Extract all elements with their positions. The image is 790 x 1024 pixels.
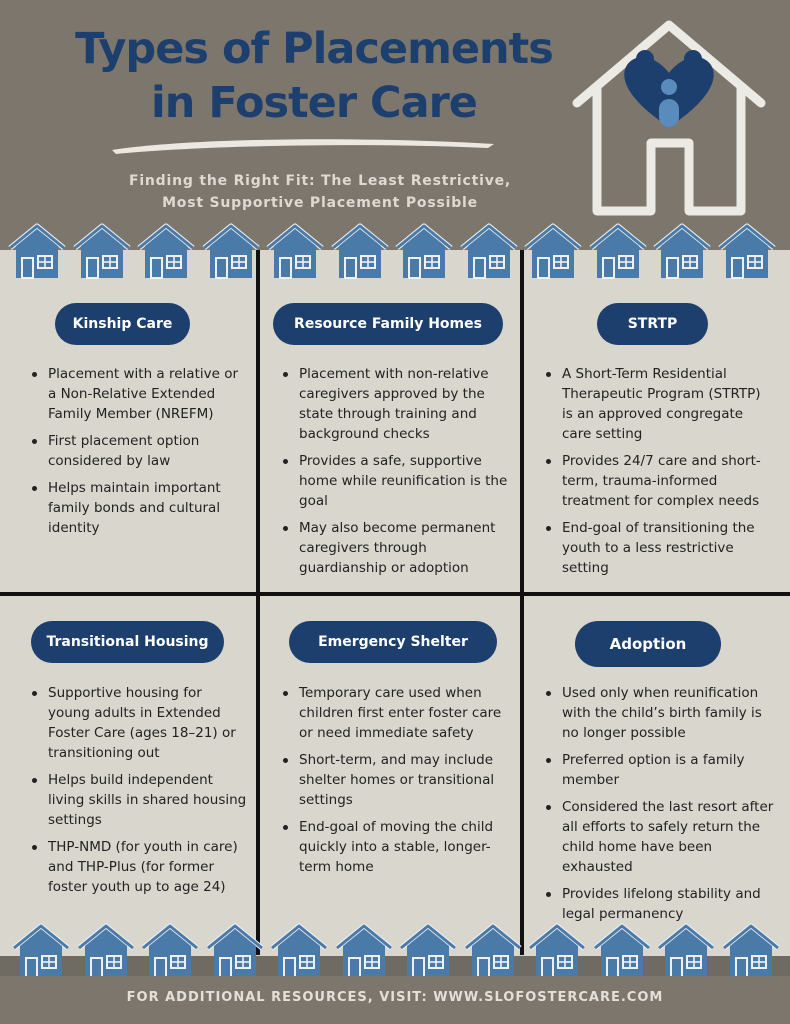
house-icon — [8, 222, 66, 280]
resource-family-homes-list — [281, 364, 509, 585]
kinship-care-badge — [55, 303, 190, 345]
house-icon — [395, 222, 453, 280]
list-item: Placement with non-relative caregivers approved by the state through training and background checks — [281, 364, 509, 444]
card-title: Kinship Care — [72, 316, 173, 332]
list-item: Provides a safe, supportive home while reunification is the goal — [281, 451, 509, 511]
house-icon — [202, 222, 260, 280]
house-icon — [399, 922, 457, 980]
house-icon — [77, 922, 135, 980]
subtitle — [70, 170, 570, 214]
brush-stroke-decoration — [108, 132, 498, 158]
list-item: Helps maintain important family bonds and cultural identity — [30, 478, 246, 538]
grid-divider-vertical-1 — [256, 250, 260, 955]
transitional-housing-list — [30, 683, 248, 904]
emergency-shelter-badge — [289, 621, 497, 663]
house-icon — [524, 222, 582, 280]
house-icon — [12, 922, 70, 980]
list-item: THP-NMD (for youth in care) and THP-Plus (for former foster youth up to age 24) — [30, 837, 248, 897]
family-house-logo-icon — [565, 15, 775, 225]
footer-resources-link-text: FOR ADDITIONAL RESOURCES, VISIT: WWW.SLOFOSTERCARE.COM — [126, 990, 664, 1005]
strtp-list — [544, 364, 774, 585]
bottom-house-row — [0, 922, 790, 982]
grid-divider-horizontal — [0, 592, 790, 596]
kinship-care-list — [30, 364, 246, 545]
subtitle-line-2: Most Supportive Placement Possible — [162, 195, 478, 211]
card-title: STRTP — [627, 316, 678, 332]
house-icon — [528, 922, 586, 980]
list-item: Supportive housing for young adults in Extended Foster Care (ages 18–21) or transitioning out — [30, 683, 248, 763]
list-item: Used only when reunification with the child’s birth family is no longer possible — [544, 683, 776, 743]
page-title — [44, 22, 584, 130]
adoption-list — [544, 683, 776, 931]
grid-divider-vertical-2 — [520, 250, 524, 955]
card-title: Resource Family Homes — [294, 316, 482, 332]
house-icon — [137, 222, 195, 280]
house-icon — [331, 222, 389, 280]
list-item: End-goal of transitioning the youth to a less restrictive setting — [544, 518, 774, 578]
house-icon — [206, 922, 264, 980]
list-item: Provides lifelong stability and legal permanency — [544, 884, 776, 924]
house-icon — [141, 922, 199, 980]
house-icon — [270, 922, 328, 980]
list-item: Short-term, and may include shelter homes or transitional settings — [281, 750, 509, 810]
card-title: Adoption — [609, 635, 687, 653]
adoption-badge — [575, 621, 721, 667]
house-icon — [589, 222, 647, 280]
list-item: First placement option considered by law — [30, 431, 246, 471]
subtitle-line-1: Finding the Right Fit: The Least Restrictive, — [128, 173, 512, 189]
emergency-shelter-list — [281, 683, 509, 884]
strtp-badge — [597, 303, 708, 345]
top-house-row — [0, 222, 790, 282]
house-icon — [593, 922, 651, 980]
card-title: Emergency Shelter — [318, 634, 468, 650]
house-icon — [335, 922, 393, 980]
list-item: Temporary care used when children first enter foster care or need immediate safety — [281, 683, 509, 743]
list-item: Considered the last resort after all efforts to safely return the child home have been exhausted — [544, 797, 776, 877]
house-icon — [657, 922, 715, 980]
transitional-housing-badge — [31, 621, 224, 663]
title-line-1: Types of Placements — [75, 24, 553, 74]
house-icon — [464, 922, 522, 980]
title-line-2: in Foster Care — [151, 78, 477, 128]
house-icon — [460, 222, 518, 280]
resource-family-homes-badge — [273, 303, 503, 345]
house-icon — [722, 922, 780, 980]
list-item: End-goal of moving the child quickly into a stable, longer-term home — [281, 817, 509, 877]
list-item: May also become permanent caregivers through guardianship or adoption — [281, 518, 509, 578]
house-icon — [266, 222, 324, 280]
card-title: Transitional Housing — [46, 634, 209, 650]
house-icon — [653, 222, 711, 280]
list-item: Provides 24/7 care and short-term, trauma-informed treatment for complex needs — [544, 451, 774, 511]
house-icon — [718, 222, 776, 280]
list-item: Preferred option is a family member — [544, 750, 776, 790]
list-item: Helps build independent living skills in shared housing settings — [30, 770, 248, 830]
house-icon — [73, 222, 131, 280]
list-item: Placement with a relative or a Non-Relative Extended Family Member (NREFM) — [30, 364, 246, 424]
list-item: A Short-Term Residential Therapeutic Program (STRTP) is an approved congregate care setting — [544, 364, 774, 444]
